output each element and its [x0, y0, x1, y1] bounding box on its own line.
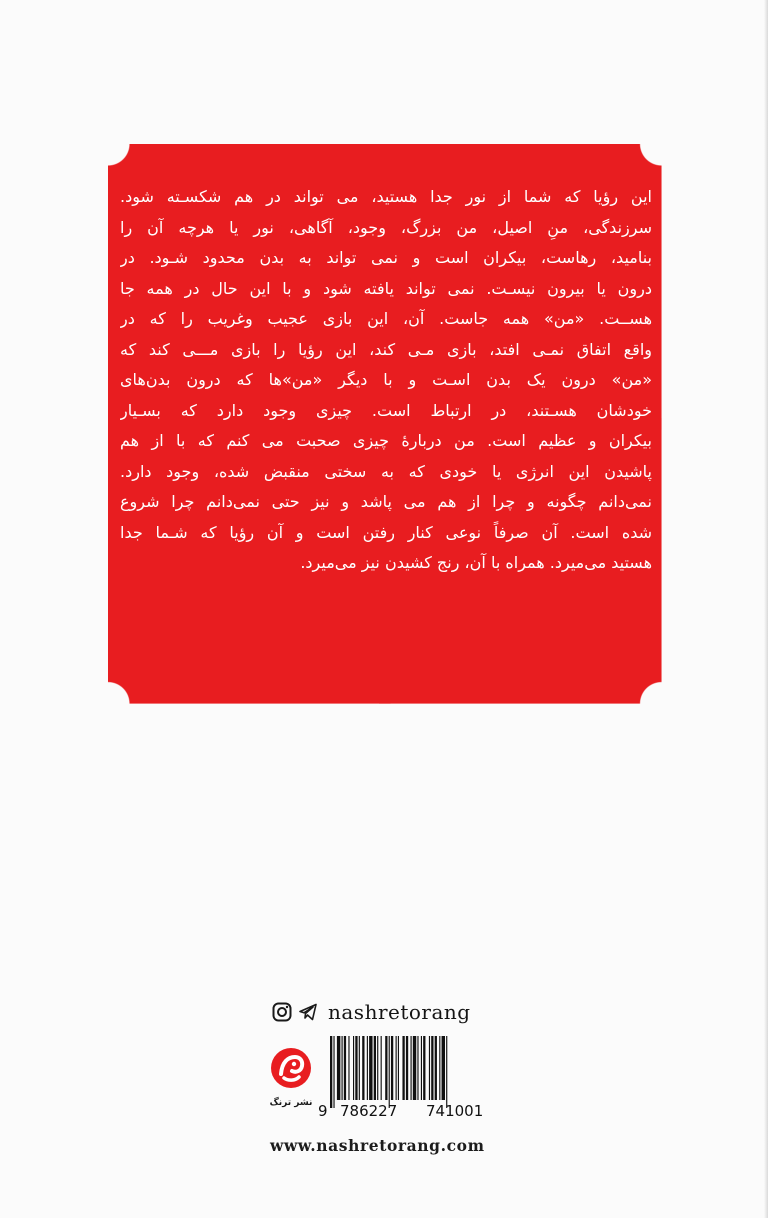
- barcode-bar: [421, 1036, 422, 1100]
- barcode-bar: [344, 1036, 346, 1100]
- blurb-line: بنامید، رهاست، بیکران است و نمی تواند به بدن محدود شـود. در: [120, 248, 652, 267]
- barcode-bar: [417, 1036, 418, 1100]
- publisher-website[interactable]: www.nashretorang.com: [270, 1136, 485, 1155]
- barcode-bar: [333, 1036, 334, 1108]
- publisher-handle[interactable]: nashretorang: [328, 1000, 471, 1024]
- page-edge: [764, 0, 768, 1218]
- barcode-bar: [374, 1036, 376, 1100]
- barcode-bar: [402, 1036, 404, 1100]
- barcode-bar: [330, 1036, 332, 1108]
- barcode-bar: [355, 1036, 357, 1100]
- blurb-line: درون یا بیرون نیسـت. نمی تواند یافته شود و با این حال در همه جا: [120, 278, 652, 298]
- barcode-bar: [391, 1036, 393, 1100]
- barcode-bar: [381, 1036, 382, 1100]
- blurb-line: هســت. «من» همه جاست. آن، این بازی عجیب وغریب را که در: [120, 309, 652, 328]
- barcode-bar: [435, 1036, 437, 1100]
- isbn-digit-lead: 9: [318, 1102, 328, 1120]
- social-bar: [272, 999, 471, 1025]
- barcode-bar: [348, 1036, 349, 1100]
- blurb-line: نمی‌دانم چگونه و چرا از هم می پاشد و نیز حتی نمی‌دانم چرا شروع: [120, 492, 652, 511]
- barcode-bar: [413, 1036, 416, 1100]
- blurb-line: سرزندگی، منِ اصیل، من بزرگ، وجود، آگاهی، نور یا هرچه آن را: [120, 217, 652, 237]
- barcode-bar: [389, 1036, 390, 1108]
- blurb-line: «من» درون یک بدن اسـت و با دیگر «من»ها که درون بدن‌های: [120, 370, 652, 389]
- barcode-bar: [406, 1036, 408, 1100]
- back-cover-blurb: [120, 182, 652, 579]
- blurb-line: این رؤیا که شما از نور جدا هستید، می تواند در هم شکسـته شود.: [120, 187, 652, 206]
- blurb-line: واقع اتفاق نمـی افتد، بازی مـی کند، این رؤیا را بازی مـــی کند که: [120, 339, 652, 359]
- barcode-bar: [362, 1036, 364, 1100]
- barcode-bar: [431, 1036, 433, 1100]
- blurb-line: شده است. آن صرفاً نوعی کنار رفتن است و آن رؤیا که شـما جدا: [120, 522, 652, 542]
- barcode-bar: [385, 1036, 387, 1100]
- telegram-icon[interactable]: [298, 1002, 318, 1022]
- barcode-bar: [359, 1036, 360, 1100]
- instagram-icon[interactable]: [272, 1002, 292, 1022]
- barcode-bar: [446, 1036, 447, 1108]
- isbn-digits-left: 786227: [340, 1102, 398, 1120]
- barcode-bar: [442, 1036, 445, 1100]
- isbn-digits-right: 741001: [426, 1102, 484, 1120]
- blurb-line: خودشان هسـتند، در ارتباط است. چیزی وجود دارد که بسـیار: [120, 400, 652, 420]
- barcode-bar: [342, 1036, 343, 1100]
- blurb-line: هستید می‌میرد. همراه با آن، رنج کشیدن نیز می‌میرد.: [300, 553, 652, 572]
- barcode-bar: [439, 1036, 440, 1100]
- barcode-bar: [411, 1036, 412, 1100]
- barcode-bar: [398, 1036, 399, 1100]
- blurb-line: پاشیدن این انرژی یا خودی که به سختی منقبض شده، وجود دارد.: [120, 461, 652, 481]
- barcode-bar: [423, 1036, 425, 1100]
- barcode-bar: [396, 1036, 397, 1100]
- barcode-bar: [353, 1036, 354, 1100]
- publisher-logo-caption: نشر ترنگ: [269, 1098, 313, 1108]
- barcode-bar: [369, 1036, 372, 1100]
- barcode-bar: [367, 1036, 368, 1100]
- barcode-bar: [337, 1036, 340, 1100]
- barcode-bar: [377, 1036, 378, 1100]
- barcode-bar: [429, 1036, 430, 1100]
- blurb-line: بیکران و عظیم است. من دربارۀ چیزی صحبت می کنم که با از هم: [120, 431, 652, 450]
